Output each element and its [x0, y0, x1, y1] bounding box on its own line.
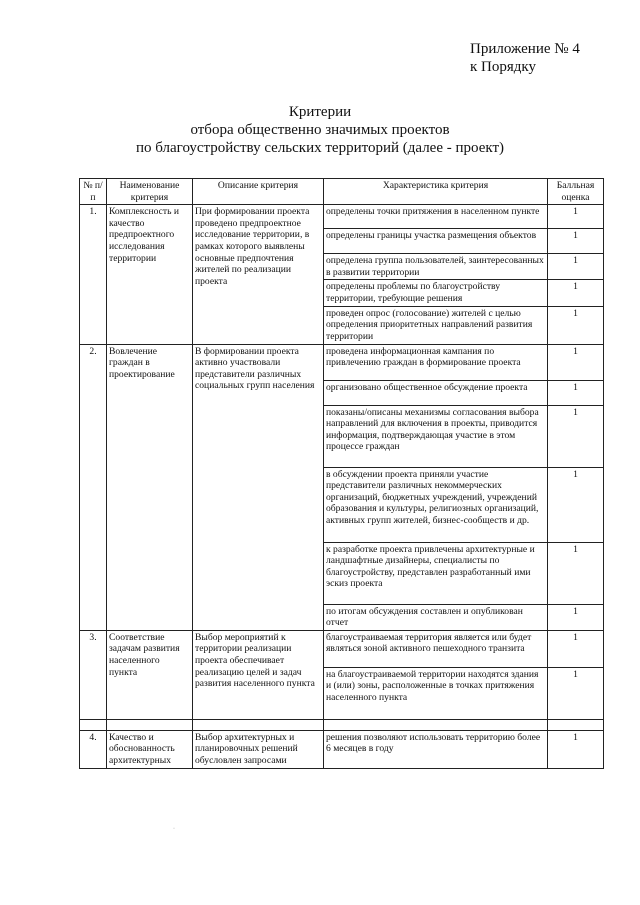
spacer-cell [80, 719, 107, 730]
appendix-number: Приложение № 4 [470, 41, 580, 57]
characteristic-cell: к разработке проекта привлечены архитектурные и ландшафтные дизайнеры, специалисты по благоустройству, представлен разработанный ими эскиз проекта [324, 542, 548, 604]
characteristic-cell: проведена информационная кампания по привлечению граждан в формирование проекта [324, 344, 548, 380]
score-cell: 1 [548, 306, 604, 344]
criterion-description: В формировании проекта активно участвовали представители различных социальных групп населения [193, 344, 324, 630]
criterion-number: 4. [80, 730, 107, 768]
characteristic-cell: решения позволяют использовать территорию более 6 месяцев в году [324, 730, 548, 768]
page-mark: · [173, 826, 175, 832]
header-score: Балльная оценка [548, 179, 604, 205]
characteristic-cell: определены точки притяжения в населенном пункте [324, 205, 548, 229]
characteristic-cell: проведен опрос (голосование) жителей с целью определения приоритетных направлений развития территории [324, 306, 548, 344]
criterion-name: Вовлечение граждан в проектирование [107, 344, 193, 630]
score-cell: 1 [548, 667, 604, 719]
spacer-cell [107, 719, 193, 730]
table-row [80, 205, 604, 229]
characteristic-cell: в обсуждении проекта приняли участие представители различных некоммерческих организаций, бюджетных учреждений, учреждений образования и культуры, религиозных организаций, активных групп жителей, бизнес-сообществ и др. [324, 467, 548, 542]
table-row [80, 344, 604, 380]
score-cell: 1 [548, 280, 604, 306]
criterion-name: Соответствие задачам развития населенного пункта [107, 630, 193, 719]
score-cell: 1 [548, 405, 604, 467]
criterion-description: Выбор архитектурных и планировочных решений обусловлен запросами [193, 730, 324, 768]
score-cell: 1 [548, 229, 604, 254]
score-cell: 1 [548, 205, 604, 229]
header-name: Наименование критерия [107, 179, 193, 205]
document-title [0, 103, 640, 157]
table-row [80, 630, 604, 667]
score-cell: 1 [548, 344, 604, 380]
characteristic-cell: определена группа пользователей, заинтересованных в развитии территории [324, 254, 548, 280]
header-num: № п/п [80, 179, 107, 205]
table-header-row [80, 179, 604, 205]
criterion-number: 2. [80, 344, 107, 630]
characteristic-cell: на благоустраиваемой территории находятся здания и (или) зоны, расположенные в точках притяжения населенного пункта [324, 667, 548, 719]
characteristic-cell: показаны/описаны механизмы согласования выбора направлений для включения в проекты, приводится информация, подтверждающая участие в этом процессе граждан [324, 405, 548, 467]
criterion-description: Выбор мероприятий к территории реализации проекта обеспечивает реализацию целей и задач развития населенного пункта [193, 630, 324, 719]
title-line-1: Критерии [288, 104, 352, 120]
score-cell: 1 [548, 604, 604, 630]
criteria-table [79, 178, 604, 769]
score-cell: 1 [548, 467, 604, 542]
characteristic-cell: по итогам обсуждения составлен и опубликован отчет [324, 604, 548, 630]
criterion-name: Комплексность и качество предпроектного исследования территории [107, 205, 193, 344]
characteristic-cell: благоустраиваемая территория является или будет являться зоной активного пешеходного транзита [324, 630, 548, 667]
criterion-number: 3. [80, 630, 107, 719]
title-line-2: отбора общественно значимых проектов [190, 122, 450, 138]
score-cell: 1 [548, 630, 604, 667]
score-cell: 1 [548, 380, 604, 405]
characteristic-cell: определены проблемы по благоустройству территории, требующие решения [324, 280, 548, 306]
criterion-name: Качество и обоснованность архитектурных [107, 730, 193, 768]
spacer-cell [193, 719, 324, 730]
spacer-cell [324, 719, 548, 730]
spacer-cell [548, 719, 604, 730]
table-spacer-row [80, 719, 604, 730]
score-cell: 1 [548, 730, 604, 768]
appendix-reference: к Порядку [470, 59, 536, 75]
appendix-note [470, 40, 580, 76]
criterion-description: При формировании проекта проведено предпроектное исследование территории, в рамках которого выявлены основные предпочтения жителей по реализации проекта [193, 205, 324, 344]
score-cell: 1 [548, 254, 604, 280]
table-row [80, 730, 604, 768]
title-line-3: по благоустройству сельских территорий (далее - проект) [135, 140, 504, 156]
criterion-number: 1. [80, 205, 107, 344]
score-cell: 1 [548, 542, 604, 604]
header-characteristic: Характеристика критерия [324, 179, 548, 205]
characteristic-cell: определены границы участка размещения объектов [324, 229, 548, 254]
characteristic-cell: организовано общественное обсуждение проекта [324, 380, 548, 405]
header-description: Описание критерия [193, 179, 324, 205]
